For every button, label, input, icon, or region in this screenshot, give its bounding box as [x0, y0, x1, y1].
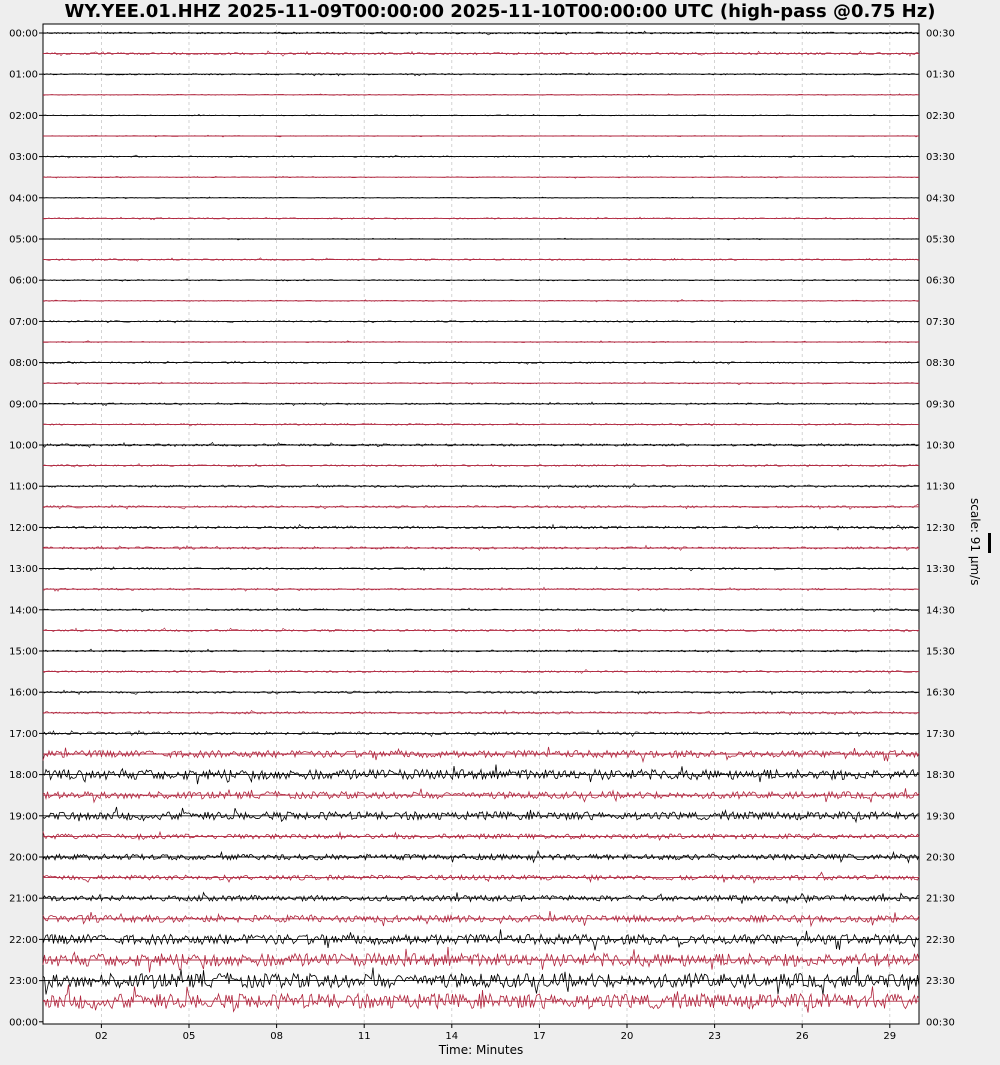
left-time-label: 10:00: [9, 440, 38, 452]
left-time-label: 05:00: [9, 234, 38, 246]
left-time-label: 12:00: [9, 522, 38, 534]
left-time-label: 22:00: [9, 934, 38, 946]
scale-bar: [988, 533, 991, 553]
right-time-label: 12:30: [926, 522, 955, 534]
left-time-label: 18:00: [9, 770, 38, 782]
left-time-label: 01:00: [9, 69, 38, 81]
left-time-label: 08:00: [9, 358, 38, 370]
right-time-label: 10:30: [926, 440, 955, 452]
right-time-label: 01:30: [926, 69, 955, 81]
left-time-label: 23:00: [9, 976, 38, 988]
right-time-label: 06:30: [926, 275, 955, 287]
right-time-label: 05:30: [926, 234, 955, 246]
left-time-label: 02:00: [9, 110, 38, 122]
right-time-labels: [926, 29, 955, 1029]
right-time-label: 18:30: [926, 770, 955, 782]
left-time-label: 20:00: [9, 852, 38, 864]
right-time-label: 08:30: [926, 358, 955, 370]
right-time-label: 04:30: [926, 193, 955, 205]
right-time-label: 19:30: [926, 811, 955, 823]
right-time-label: 13:30: [926, 564, 955, 576]
x-tick-label: 17: [533, 1031, 546, 1042]
left-time-label: 00:00: [9, 28, 38, 40]
left-time-label: 06:00: [9, 275, 38, 287]
right-time-label: 02:30: [926, 110, 955, 122]
left-time-label: 16:00: [9, 687, 38, 699]
left-time-label: 09:00: [9, 399, 38, 411]
x-tick-label: 23: [708, 1031, 721, 1042]
x-tick-label: 20: [620, 1031, 634, 1042]
plot-area: [43, 24, 919, 1024]
right-time-label: 14:30: [926, 605, 955, 617]
right-time-label: 07:30: [926, 316, 955, 328]
left-time-label: 15:00: [9, 646, 38, 658]
right-time-label: 22:30: [926, 934, 955, 946]
left-time-label: 14:00: [9, 605, 38, 617]
left-time-label: 07:00: [9, 316, 38, 328]
x-axis-label: Time: Minutes: [438, 1043, 524, 1057]
x-tick-label: 14: [445, 1031, 459, 1042]
chart-title: WY.YEE.01.HHZ 2025-11-09T00:00:00 2025-11-10T00:00:00 UTC (high-pass @0.75 Hz): [64, 1, 936, 22]
left-time-label: 13:00: [9, 564, 38, 576]
left-time-label: 04:00: [9, 193, 38, 205]
right-time-label: 11:30: [926, 481, 955, 493]
left-time-label: 19:00: [9, 811, 38, 823]
x-tick-label: 08: [270, 1031, 283, 1042]
right-time-label: 15:30: [926, 646, 955, 658]
left-time-label: 03:00: [9, 152, 38, 164]
right-time-label: 00:30: [926, 28, 955, 40]
right-time-label: 17:30: [926, 728, 955, 740]
right-time-label: 09:30: [926, 399, 955, 411]
left-time-label: 21:00: [9, 893, 38, 905]
right-time-label: 00:30: [926, 1017, 955, 1029]
x-tick-labels: [95, 1024, 896, 1042]
x-tick-label: 11: [357, 1031, 371, 1042]
right-time-label: 21:30: [926, 893, 955, 905]
left-time-label: 17:00: [9, 728, 38, 740]
left-time-labels: [9, 29, 43, 1029]
right-time-label: 16:30: [926, 687, 955, 699]
right-time-label: 23:30: [926, 976, 955, 988]
x-tick-label: 05: [182, 1031, 196, 1042]
x-tick-label: 26: [795, 1031, 809, 1042]
scale-label: scale: 91 μm/s: [968, 498, 982, 586]
x-tick-label: 02: [95, 1031, 108, 1042]
right-time-label: 03:30: [926, 152, 955, 164]
left-time-label: 11:00: [9, 481, 38, 493]
left-time-label: 00:00: [9, 1017, 38, 1029]
x-tick-label: 29: [883, 1031, 897, 1042]
right-time-label: 20:30: [926, 852, 955, 864]
